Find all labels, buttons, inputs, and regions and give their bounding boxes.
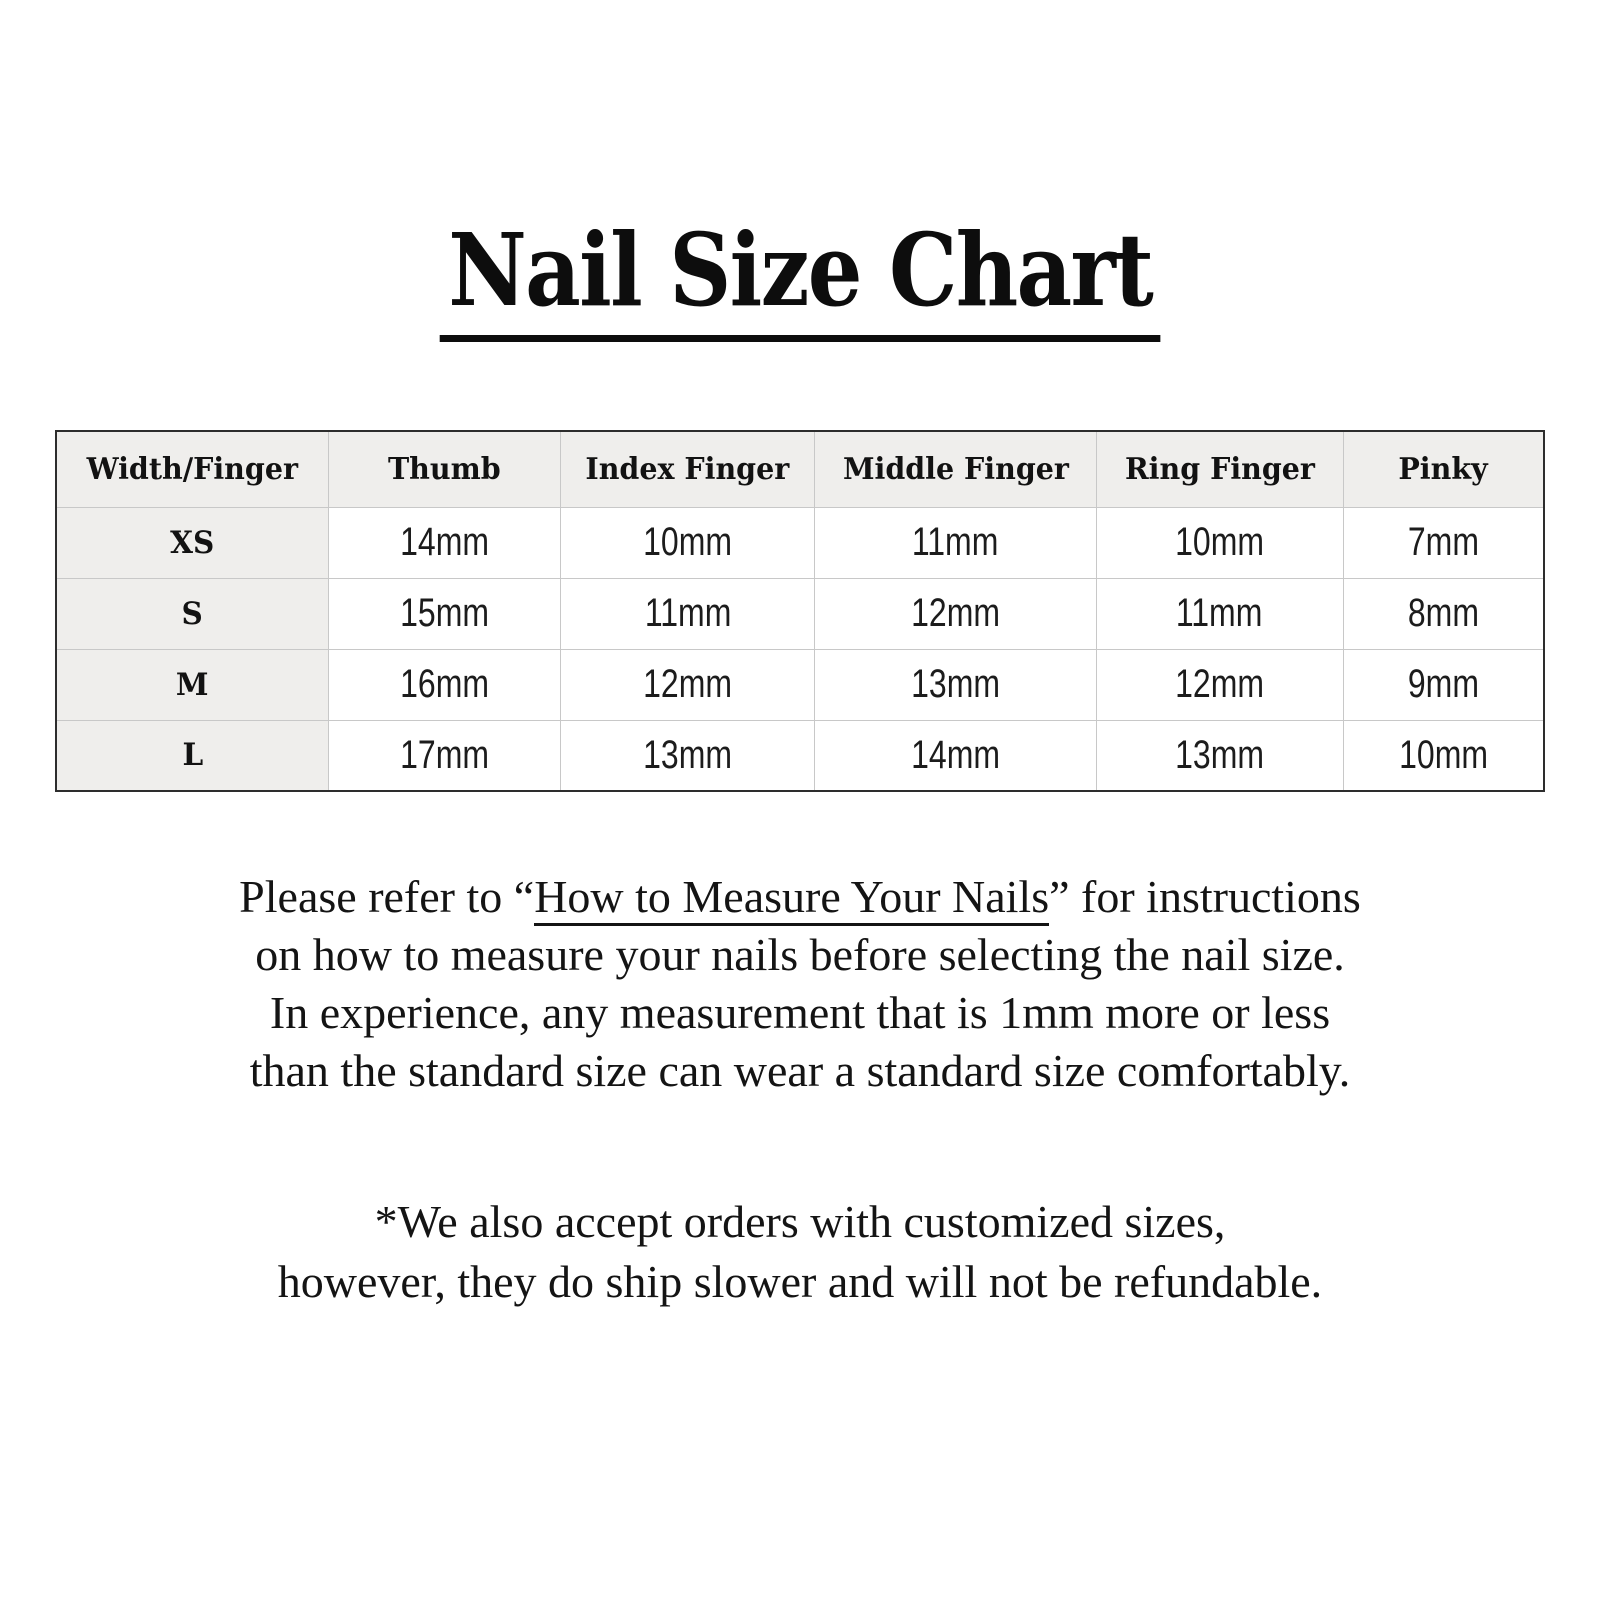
table-cell bbox=[815, 649, 1096, 720]
instructions-line-1 bbox=[0, 868, 1600, 926]
column-header-middle-finger bbox=[815, 431, 1096, 507]
note-line-1: *We also accept orders with customized sizes, bbox=[374, 1196, 1226, 1247]
table-cell bbox=[1096, 720, 1343, 791]
table-cell bbox=[328, 720, 560, 791]
column-header-index-finger bbox=[560, 431, 814, 507]
table-row-l bbox=[56, 720, 1544, 791]
column-header-label: Thumb bbox=[387, 451, 501, 487]
table-cell bbox=[560, 507, 814, 578]
title-section bbox=[0, 211, 1600, 342]
instructions-line-1-suffix: ” for instructions bbox=[1049, 871, 1361, 922]
instructions-line-2: on how to measure your nails before selecting the nail size. bbox=[255, 929, 1345, 980]
custom-sizes-note bbox=[0, 1192, 1600, 1312]
cell-value: 12mm bbox=[1175, 662, 1265, 706]
cell-value: 13mm bbox=[911, 662, 1000, 706]
table-cell bbox=[815, 720, 1096, 791]
instructions-line-1-prefix: Please refer to “ bbox=[239, 871, 535, 922]
cell-value: 13mm bbox=[1175, 732, 1265, 777]
cell-value: 16mm bbox=[399, 662, 489, 706]
table-row-m bbox=[56, 649, 1544, 720]
column-header-label: Index Finger bbox=[585, 451, 790, 487]
table-cell bbox=[328, 649, 560, 720]
table-row-s bbox=[56, 578, 1544, 649]
column-header-ring-finger bbox=[1096, 431, 1343, 507]
table-cell bbox=[1343, 649, 1544, 720]
cell-value: 10mm bbox=[1175, 520, 1265, 564]
column-header-width-finger bbox=[56, 431, 328, 507]
row-label-l bbox=[56, 720, 328, 791]
row-label-s bbox=[56, 578, 328, 649]
cell-value: 11mm bbox=[644, 591, 731, 635]
nail-size-table bbox=[55, 430, 1545, 792]
cell-value: 11mm bbox=[1176, 591, 1263, 635]
row-label-text: L bbox=[182, 737, 203, 774]
table-cell bbox=[1343, 720, 1544, 791]
instructions-line-3: In experience, any measurement that is 1mm more or less bbox=[269, 987, 1331, 1038]
instructions-paragraph bbox=[0, 868, 1600, 1100]
table-cell bbox=[815, 507, 1096, 578]
column-header-label: Width/Finger bbox=[86, 451, 299, 487]
table-cell bbox=[815, 578, 1096, 649]
table-row-xs bbox=[56, 507, 1544, 578]
table-cell bbox=[328, 578, 560, 649]
row-label-text: XS bbox=[170, 524, 215, 561]
cell-value: 8mm bbox=[1407, 591, 1479, 635]
table-header-row bbox=[56, 431, 1544, 507]
how-to-measure-link[interactable]: How to Measure Your Nails bbox=[534, 871, 1049, 926]
column-header-label: Middle Finger bbox=[842, 451, 1069, 487]
note-line-2: however, they do ship slower and will not be refundable. bbox=[277, 1256, 1323, 1307]
column-header-label: Pinky bbox=[1398, 451, 1488, 487]
row-label-text: S bbox=[181, 595, 204, 632]
cell-value: 17mm bbox=[399, 732, 489, 777]
table-cell bbox=[1096, 649, 1343, 720]
row-label-xs bbox=[56, 507, 328, 578]
table-cell bbox=[560, 649, 814, 720]
page-title: Nail Size Chart bbox=[439, 218, 1160, 342]
instructions-line-4: than the standard size can wear a standard size comfortably. bbox=[249, 1045, 1351, 1096]
table-cell bbox=[328, 507, 560, 578]
table-cell bbox=[560, 720, 814, 791]
cell-value: 10mm bbox=[1398, 732, 1488, 777]
cell-value: 9mm bbox=[1407, 662, 1479, 706]
row-label-m bbox=[56, 649, 328, 720]
cell-value: 12mm bbox=[643, 662, 733, 706]
column-header-label: Ring Finger bbox=[1124, 451, 1315, 487]
cell-value: 10mm bbox=[643, 520, 733, 564]
table-cell bbox=[1343, 507, 1544, 578]
cell-value: 11mm bbox=[912, 520, 999, 564]
table-cell bbox=[1096, 578, 1343, 649]
row-label-text: M bbox=[176, 666, 209, 703]
column-header-pinky bbox=[1343, 431, 1544, 507]
cell-value: 15mm bbox=[399, 591, 489, 635]
cell-value: 13mm bbox=[643, 732, 733, 777]
cell-value: 7mm bbox=[1407, 520, 1479, 564]
column-header-thumb bbox=[328, 431, 560, 507]
table-cell bbox=[1096, 507, 1343, 578]
cell-value: 14mm bbox=[911, 732, 1000, 777]
table-cell bbox=[1343, 578, 1544, 649]
table-cell bbox=[560, 578, 814, 649]
cell-value: 12mm bbox=[911, 591, 1000, 635]
cell-value: 14mm bbox=[399, 520, 489, 564]
